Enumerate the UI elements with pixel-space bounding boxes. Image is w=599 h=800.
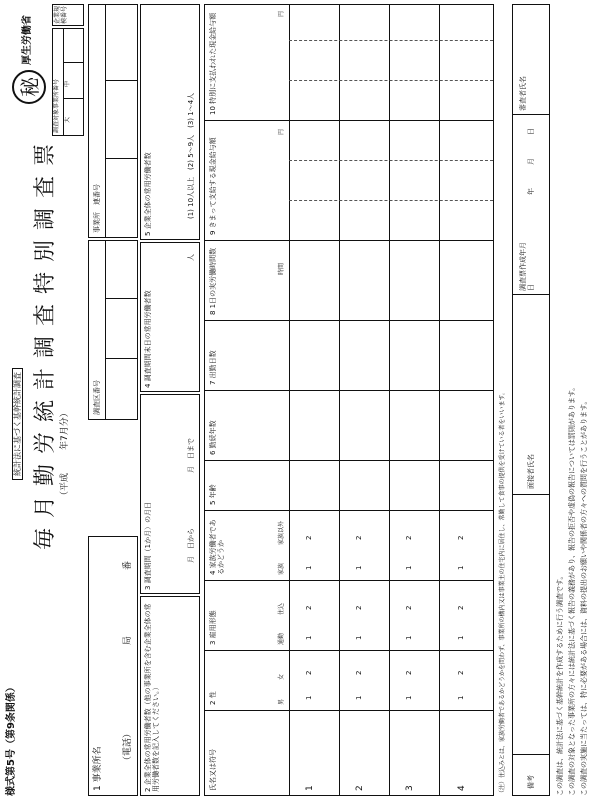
row-employment-choice-2[interactable]: 2 [405,605,413,610]
row-sex-choice-2[interactable]: 2 [355,670,363,675]
row-sex-choice[interactable]: 1 [405,695,413,700]
col-sex-header: 2 性 [209,691,217,705]
survey-period-box[interactable] [140,394,200,594]
row-sex-choice[interactable]: 1 [355,695,363,700]
row-number: 3 [405,785,415,791]
org-code-label: 企業規模番号 [54,5,68,24]
form-number: 様式第5号（第9条関係） [6,682,17,796]
col-hours-header: 8 1日の実労働時間数 [209,247,217,315]
survey-number-box [52,28,84,136]
row-employment-choice-2[interactable]: 2 [457,605,465,610]
row-employment-choice[interactable]: 1 [405,635,413,640]
worker-table [204,4,494,796]
form-title: 毎月勤労統計調査特別調査票 [33,133,58,550]
remarks-label: 備考 [527,775,535,789]
row-employment-choice[interactable]: 1 [355,635,363,640]
row-sex-choice-2[interactable]: 2 [457,670,465,675]
phone-label: （電話） [123,728,133,765]
survey-number-col-medium: 中 [64,80,71,87]
survey-number-label: 調査対象事業所番号 [53,78,60,133]
row-employment-choice-2[interactable]: 2 [355,605,363,610]
bureau-label: 局 [123,635,133,645]
row-employment-choice-2[interactable]: 2 [305,605,313,610]
period-end-workers-unit: 人 [187,254,195,261]
bottom-note: この調査の実施に当たっては、特に必要がある場合には、資料の提出のお願いや関係者の方々への質問を行うことがあります。 [580,397,588,796]
col-employment-header: 3 雇用形態 [209,610,217,645]
unit-hours: 時間 [278,262,285,275]
area-code-label: 調査区番号 [93,380,101,415]
secret-stamp-icon: 秘 [12,70,46,104]
col-days-header: 7 出勤日数 [209,350,217,385]
row-family-choice[interactable]: 1 [405,565,413,570]
office-code-label: 事業所 連番号 [93,184,101,233]
company-size-label: 5 企業全体の常用労働者数 [144,152,152,236]
company-workers-label: 2 企業全体の常用労働者数（他の事業所を含む企業全体の常用労働者数を記入してください。） [144,603,161,792]
date-label: 調査票作成年月日 [519,242,536,291]
row-family-choice[interactable]: 1 [457,565,465,570]
col-bonus-header: 10 特別に支払われた現金給与額 [209,12,217,115]
survey-subtitle: 統計法に基づく基幹統計調査 [12,368,23,480]
col-tenure-header: 6 勤続年数 [209,420,217,455]
remarks-row [512,4,550,796]
unit-yen-bonus: 円 [278,10,285,17]
row-number: 1 [305,785,315,791]
sex-option-female: 女 [278,673,285,680]
ministry-name: 厚生労働省 [22,15,33,65]
row-family-choice-2[interactable]: 2 [305,535,313,540]
row-family-choice-2[interactable]: 2 [355,535,363,540]
employment-option-commute: 通勤 [278,632,285,645]
company-size-box[interactable] [140,4,200,240]
bottom-note: この調査は、統計法に基づく基幹統計を作成するために行う調査です。 [556,572,564,796]
org-code-box[interactable] [52,4,84,26]
establishment-name-box[interactable] [88,536,138,796]
interviewer-label: 面接者氏名 [527,454,535,489]
era-label: （平成 [60,472,70,500]
reviewer-label: 審査者氏名 [519,76,527,111]
row-employment-choice[interactable]: 1 [457,635,465,640]
period-end-workers-box[interactable] [140,242,200,392]
row-family-choice[interactable]: 1 [355,565,363,570]
col-age-header: 5 年齢 [209,484,217,505]
row-family-choice-2[interactable]: 2 [405,535,413,540]
date-month: 月 [527,158,535,165]
bottom-note: この調査の対象となった事業所の方々には統計法に基づく報告の義務があり、報告の拒否や虚偽の報告については罰則があります。 [568,383,576,796]
row-family-choice[interactable]: 1 [305,565,313,570]
family-option-family: 家族 [278,562,285,575]
row-sex-choice[interactable]: 1 [305,695,313,700]
era-date: 年7月分） [60,408,70,450]
col-family-header: 4 家族労働者であるかどうか [209,519,226,575]
row-sex-choice-2[interactable]: 2 [405,670,413,675]
table-footnote: （注）住込みとは、家族労働者であるかどうかを問わず、事業所の構内又は事業主の住宅内に居住し、常勤して食事の提供を受けている者をいいます。 [499,388,506,796]
family-option-non-family: 家族以外 [278,520,285,545]
survey-number-col-large: 大 [64,116,71,123]
col-wage-header: 9 きまって支給する現金給与額 [209,137,217,235]
sex-option-male: 男 [278,698,285,705]
employment-option-live-in: 住込 [278,602,285,615]
row-sex-choice[interactable]: 1 [457,695,465,700]
period-end-workers-label: 4 調査期間末日の常用労働者数 [144,290,152,388]
row-sex-choice-2[interactable]: 2 [305,670,313,675]
row-family-choice-2[interactable]: 2 [457,535,465,540]
office-code-box[interactable] [88,4,138,238]
row-number: 4 [457,785,467,791]
company-workers-box[interactable] [140,596,200,796]
company-size-options: (1) 10人以上 (2) 5〜9人 (3) 1〜4人 [187,92,195,219]
survey-period-to: 月 日まで [187,438,195,473]
survey-period-label: 3 調査期間（1か月）の月日 [144,501,152,590]
area-code-box[interactable] [88,240,138,420]
date-day: 日 [527,128,535,135]
row-number: 2 [355,785,365,791]
survey-period-from: 月 日から [187,528,195,563]
date-year: 年 [527,188,535,195]
unit-yen-wage: 円 [278,128,285,135]
col-name-header: 氏名又は符号 [209,749,217,791]
row-employment-choice[interactable]: 1 [305,635,313,640]
establishment-name-label: 1 事業所名 [93,746,103,791]
number-label: 番 [123,560,133,570]
